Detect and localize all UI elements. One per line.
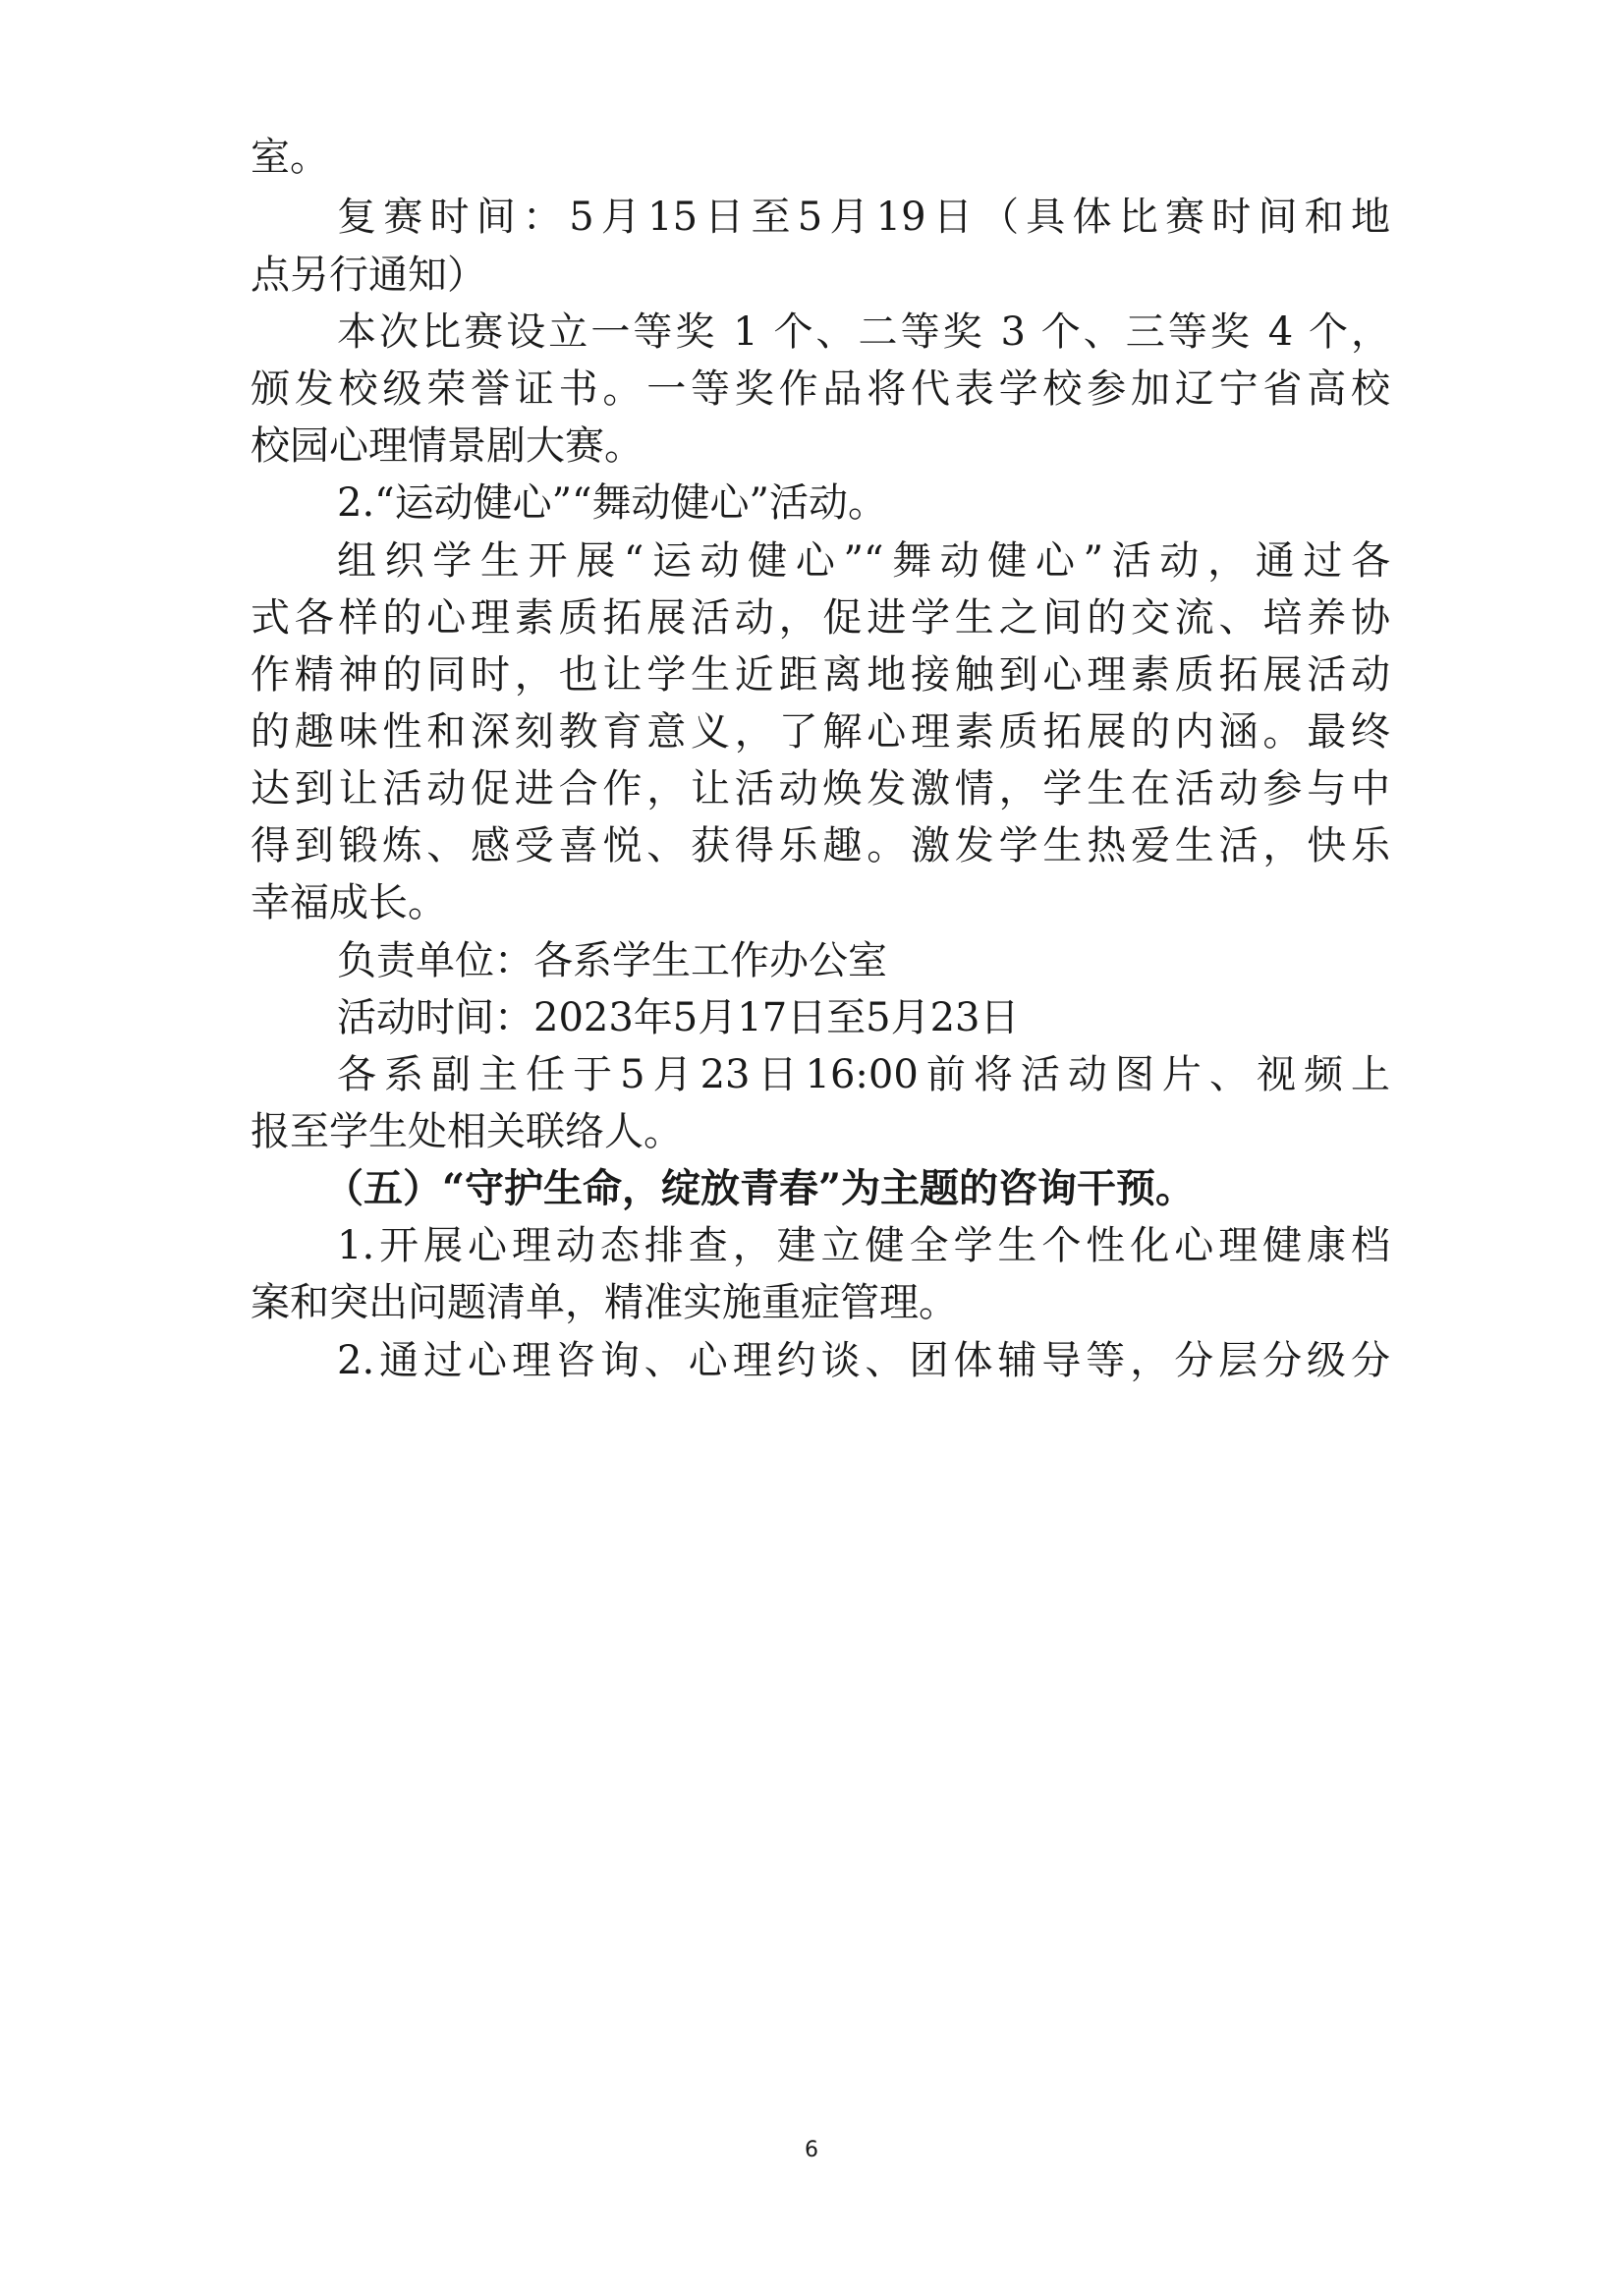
- paragraph-line: 各系副主任于5月23日16:00前将活动图片、视频上: [337, 1052, 1390, 1097]
- paragraph-line: 2.通过心理咨询、心理约谈、团体辅导等，分层分级分: [337, 1338, 1390, 1383]
- paragraph-line: 幸福成长。: [251, 880, 447, 925]
- paragraph-line: 活动时间：2023年5月17日至5月23日: [337, 995, 1020, 1040]
- paragraph-line: 的趣味性和深刻教育意义，了解心理素质拓展的内涵。最终: [251, 709, 1390, 755]
- paragraph-line: 1.开展心理动态排查，建立健全学生个性化心理健康档: [337, 1223, 1390, 1268]
- paragraph-line: 复赛时间：5月15日至5月19日（具体比赛时间和地: [337, 195, 1390, 240]
- paragraph-line: 案和突出问题清单，精准实施重症管理。: [251, 1280, 958, 1325]
- paragraph-line: 报至学生处相关联络人。: [251, 1109, 683, 1154]
- section-heading: 2.“运动健心”“舞动健心”活动。: [337, 480, 887, 526]
- paragraph-line: 达到让活动促进合作，让活动焕发激情，学生在活动参与中: [251, 766, 1390, 812]
- paragraph-line: 作精神的同时，也让学生近距离地接触到心理素质拓展活动: [251, 652, 1390, 698]
- page-number: 6: [805, 2138, 818, 2162]
- paragraph-line: 本次比赛设立一等奖 1 个、二等奖 3 个、三等奖 4 个，: [337, 309, 1390, 355]
- paragraph-line: 组织学生开展“运动健心”“舞动健心”活动，通过各: [337, 538, 1390, 584]
- paragraph-line: 校园心理情景剧大赛。: [251, 423, 644, 469]
- paragraph-line: 负责单位：各系学生工作办公室: [337, 938, 887, 983]
- paragraph-line: 式各样的心理素质拓展活动，促进学生之间的交流、培养协: [251, 595, 1390, 641]
- paragraph-line: 室。: [251, 135, 329, 180]
- paragraph-line: 颁发校级荣誉证书。一等奖作品将代表学校参加辽宁省高校: [251, 366, 1390, 412]
- paragraph-line: 得到锻炼、感受喜悦、获得乐趣。激发学生热爱生活，快乐: [251, 823, 1390, 868]
- paragraph-line: 点另行通知）: [251, 252, 486, 298]
- section-heading: （五）“守护生命，绽放青春”为主题的咨询干预。: [324, 1165, 1196, 1211]
